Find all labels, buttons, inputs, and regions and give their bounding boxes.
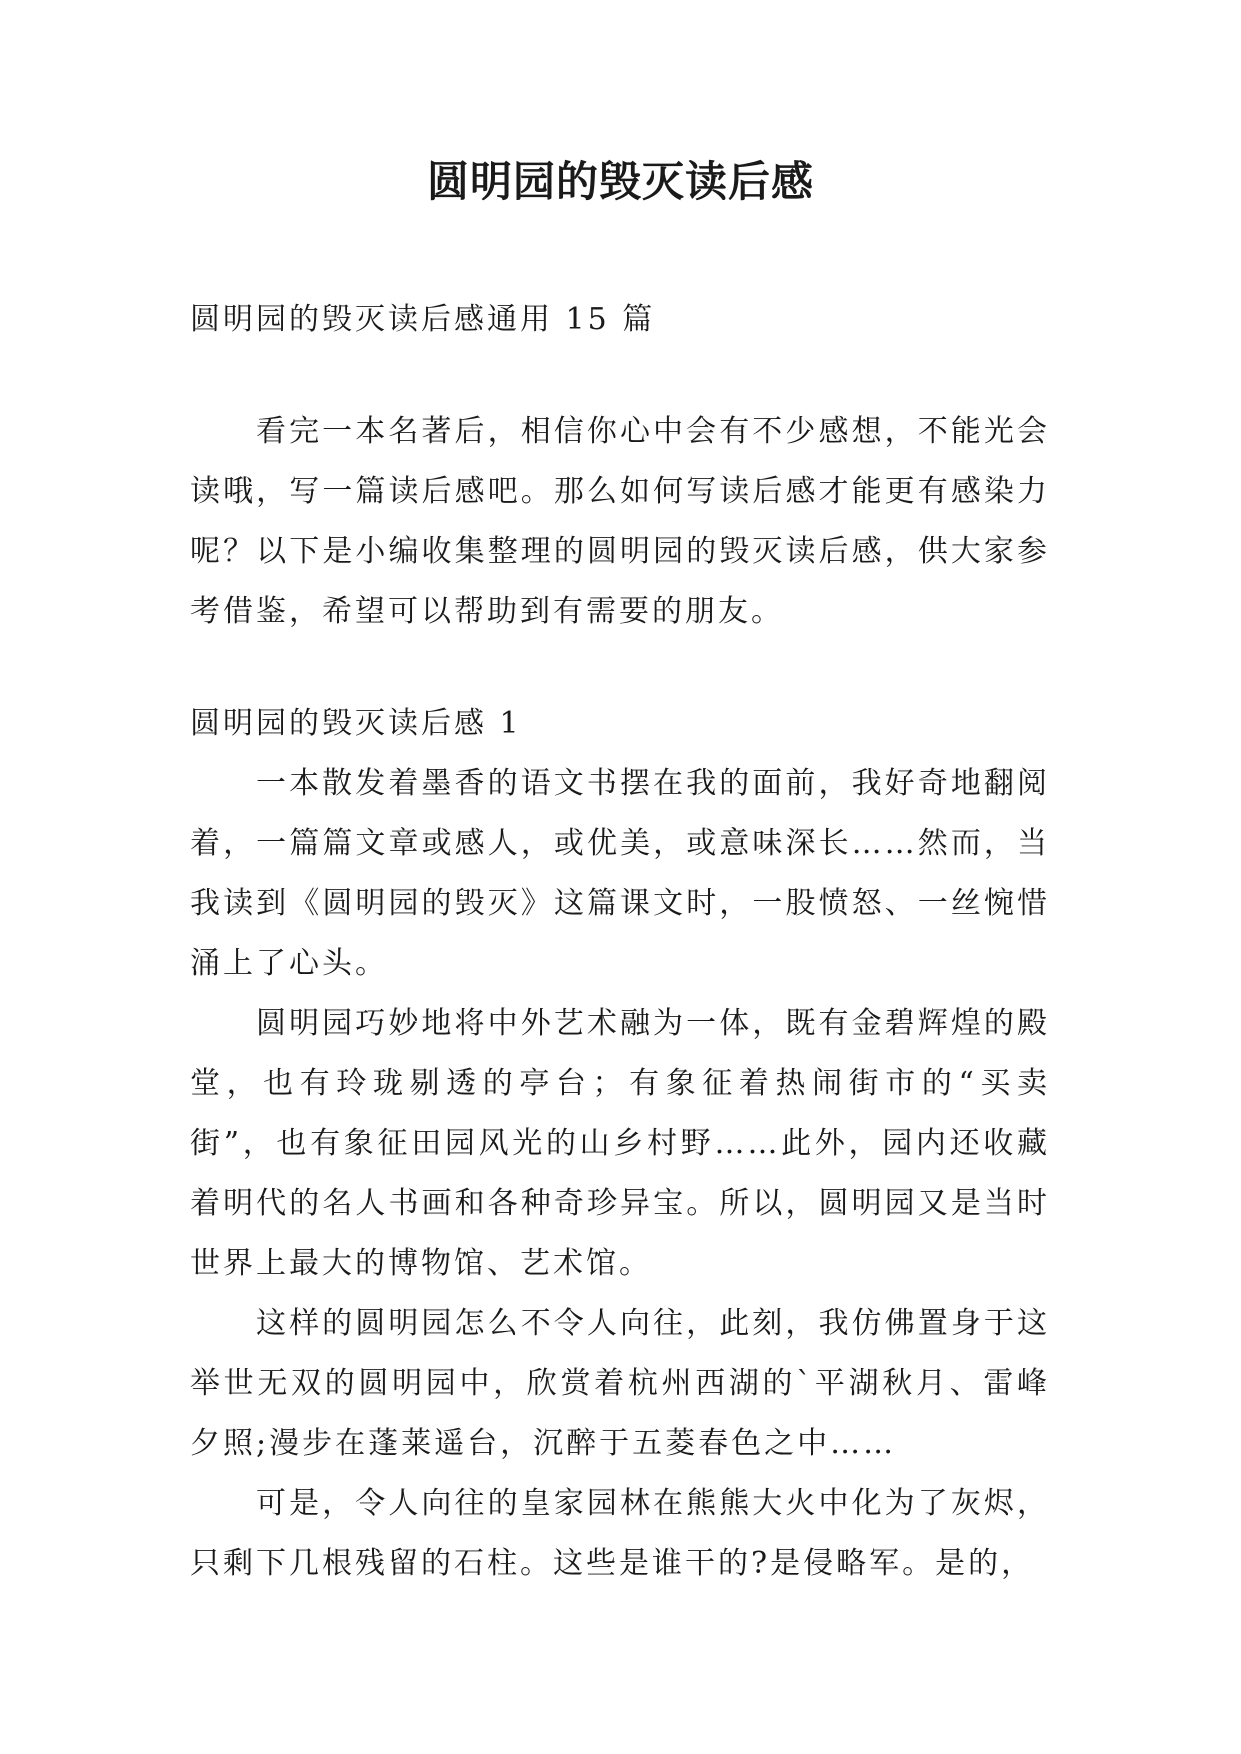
document-body — [190, 290, 1050, 1594]
section-heading: 圆明园的毁灭读后感 1 — [190, 706, 522, 741]
body-paragraph: 这样的圆明园怎么不令人向往，此刻，我仿佛置身于这举世无双的圆明园中，欣赏着杭州西湖的`平湖秋月、雷峰夕照;漫步在蓬莱遥台，沉醉于五菱春色之中…… — [190, 1306, 1050, 1461]
body-paragraph: 一本散发着墨香的语文书摆在我的面前，我好奇地翻阅着，一篇篇文章或感人，或优美，或意味深长……然而，当我读到《圆明园的毁灭》这篇课文时，一股愤怒、一丝惋惜涌上了心头。 — [190, 766, 1050, 981]
document-title: 圆明园的毁灭读后感 — [426, 157, 814, 206]
intro-paragraph: 看完一本名著后，相信你心中会有不少感想，不能光会读哦，写一篇读后感吧。那么如何写读后感才能更有感染力呢？以下是小编收集整理的圆明园的毁灭读后感，供大家参考借鉴，希望可以帮助到有需要的朋友。 — [190, 414, 1050, 629]
document-subtitle: 圆明园的毁灭读后感通用 15 篇 — [190, 302, 656, 337]
body-paragraph: 圆明园巧妙地将中外艺术融为一体，既有金碧辉煌的殿堂，也有玲珑剔透的亭台；有象征着热闹街市的“买卖街”，也有象征田园风光的山乡村野……此外，园内还收藏着明代的名人书画和各种奇珍异宝。所以，圆明园又是当时世界上最大的博物馆、艺术馆。 — [190, 1006, 1050, 1281]
body-paragraph: 可是，令人向往的皇家园林在熊熊大火中化为了灰烬，只剩下几根残留的石柱。这些是谁干的?是侵略军。是的， — [190, 1486, 1050, 1581]
